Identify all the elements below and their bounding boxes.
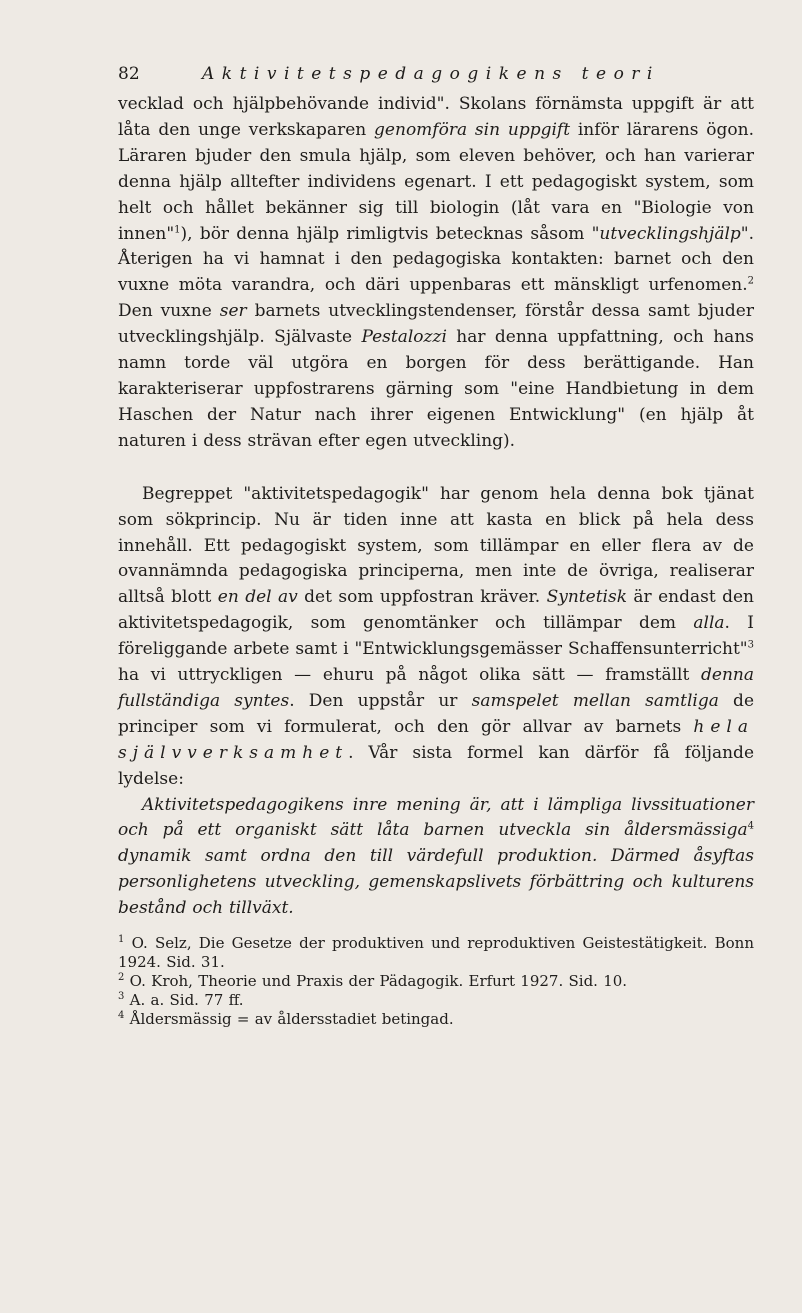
text-run: ), bör denna hjälp rimligtvis betecknas såsom: [180, 223, 592, 244]
running-title: Aktivitetspedagogikens teori: [202, 64, 660, 84]
emphasis: Pestalozzi: [361, 327, 447, 348]
emphasis: ser: [219, 301, 247, 322]
spaced-emphasis: hela självverksamhet: [118, 716, 754, 763]
footnote-1: [118, 934, 754, 972]
text-run: är endast den aktivitetspedagogik, som genomtänker och tillämpar dem: [118, 587, 754, 634]
footnote-number: 3: [118, 991, 125, 1003]
footnote-number: 2: [118, 972, 125, 984]
footnote-text: Åldersmässig = av åldersstadiet betingad.: [129, 1010, 454, 1029]
paragraph-3-italic-formula: [118, 793, 754, 923]
text-run: Den vuxne: [118, 301, 220, 322]
footnote-4: [118, 1010, 754, 1029]
page-body: [118, 92, 754, 1029]
footnote-text: O. Kroh, Theorie und Praxis der Pädagogik. Erfurt 1927. Sid. 10.: [129, 972, 628, 991]
emphasis: Aktivitetspedagogikens inre mening är, att i lämpliga livssituationer och på ett organiskt sätt låta barnen utveckla sin åldersmässiga: [118, 794, 754, 841]
footnote-number: 1: [118, 934, 125, 946]
text-run: . I föreliggande arbete samt i "Entwicklungsgemässer Schaffensunterricht": [118, 613, 754, 660]
emphasis: dynamik samt ordna den till värdefull produktion. Därmed åsyftas personlighetens utveckling, gemenskapslivets förbättring och kulturens bestånd och tillväxt.: [118, 846, 754, 919]
emphasis: genomföra sin uppgift: [374, 119, 571, 140]
text-run: ha vi uttryckligen — ehuru på något olika sätt — framställt: [118, 665, 702, 686]
text-run: . Den uppstår ur: [289, 690, 472, 711]
footnote-ref: 1: [174, 223, 181, 235]
footnote-2: [118, 972, 754, 991]
footnote-text: A. a. Sid. 77 ff.: [129, 991, 244, 1010]
footnote-ref: 2: [747, 275, 754, 287]
emphasis: "utvecklingshjälp": [591, 223, 749, 244]
footnote-3: [118, 991, 754, 1010]
footnote-ref: 3: [747, 639, 754, 651]
text-run: det som uppfostran kräver.: [297, 587, 547, 608]
paragraph-2: [118, 482, 754, 793]
emphasis: en del av: [217, 587, 298, 608]
text-run: . Vår sista formel kan därför få följande lydelse:: [118, 742, 754, 789]
emphasis: alla: [693, 613, 725, 634]
text-run: barnets utvecklingstendenser, förstår dessa samt bjuder utvecklingshjälp. Självaste: [118, 301, 754, 348]
emphasis: denna fullständiga syntes: [118, 665, 754, 711]
footnotes: [118, 934, 754, 1029]
footnote-text: O. Selz, Die Gesetze der produktiven und reproduktiven Geistestätigkeit. Bonn 1924. Sid. 31.: [118, 934, 754, 972]
text-run: Begreppet "aktivitetspedagogik" har genom hela denna bok tjänat som sökprincip. Nu är tiden inne att kasta en blick på hela dess innehåll. Ett pedagogiskt system, som tillämpar en eller flera av de ovannämnda pedagogiska principerna, men inte de övriga, realiserar alltså blott: [118, 483, 754, 608]
text-run: har denna uppfattning, och hans namn torde väl utgöra en borgen för dess berättigande. Han karakteriserar uppfostrarens gärning som "eine Handbietung in dem Haschen der Natur nach ihrer eigenen Entwicklung" (en hjälp åt naturen i dess strävan efter egen utveckling).: [118, 327, 754, 451]
paragraph-1: [118, 92, 754, 455]
text-run: de principer som vi formulerat, och den gör allvar av barnets: [118, 690, 755, 737]
page-number: 82: [118, 64, 140, 84]
text-run: . Återigen ha vi hamnat i den pedagogiska kontakten: barnet och den vuxne möta varandra, och däri uppenbaras ett mänskligt urfenomen.: [118, 223, 754, 296]
footnote-number: 4: [118, 1010, 125, 1022]
running-header: [118, 64, 684, 90]
emphasis: Syntetisk: [546, 587, 627, 608]
footnote-ref: 4: [747, 820, 754, 832]
text-run: vecklad och hjälpbehövande individ". Skolans förnämsta uppgift är att låta den unge verkskaparen: [118, 94, 754, 140]
emphasis: samspelet mellan samtliga: [471, 690, 719, 711]
text-run: inför lärarens ögon. Läraren bjuder den smula hjälp, som eleven behöver, och han varierar denna hjälp alltefter individens egenart. I ett pedagogiskt system, som helt och hållet bekänner sig till biologin (låt vara en "Biologie von innen": [118, 119, 754, 244]
